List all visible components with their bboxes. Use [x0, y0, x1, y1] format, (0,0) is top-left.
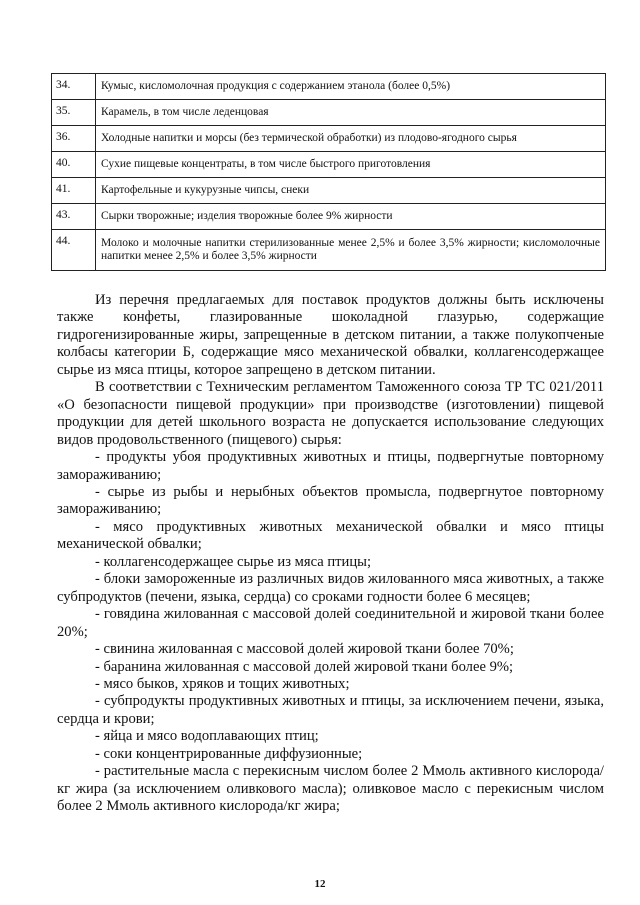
list-item: - баранина жилованная с массовой долей жировой ткани более 9%; — [95, 658, 514, 675]
row-number: 36. — [52, 126, 96, 152]
list-item: - мясо быков, хряков и тощих животных; — [95, 675, 350, 692]
excluded-products-table — [51, 73, 606, 271]
table-row — [52, 230, 606, 271]
table-row — [52, 204, 606, 230]
list-item: - продукты убоя продуктивных животных и птицы, подвергнутые повторному замораживанию; — [57, 449, 604, 483]
list-item: - блоки замороженные из различных видов жилованного мяса животных, а также субпродуктов (печени, языка, сердца) со сроками годности более 6 месяцев; — [57, 571, 604, 605]
list-item: - яйца и мясо водоплавающих птиц; — [95, 728, 319, 745]
paragraph: Из перечня предлагаемых для поставок продуктов должны быть исключены также конфеты, глазированные шоколадной глазурью, содержащие гидрогенизированные жиры, запрещенные в детском питании, а также полукопченые колбасы категории Б, содержащие мясо механической обвалки, коллагенсодержащее сырье из мяса птицы, которое запрещено в детском питании. — [57, 292, 604, 378]
page-number: 12 — [314, 878, 326, 890]
row-number: 44. — [52, 230, 96, 271]
list-item: - мясо продуктивных животных механической обвалки и мясо птицы механической обвалки; — [57, 518, 604, 553]
row-number: 41. — [52, 178, 96, 204]
row-number: 34. — [52, 74, 96, 100]
table-row — [52, 178, 606, 204]
list-item: - свинина жилованная с массовой долей жировой ткани более 70%; — [95, 641, 514, 658]
table-row — [52, 152, 606, 178]
row-text: Карамель, в том числе леденцовая — [96, 100, 606, 126]
list-item: - субпродукты продуктивных животных и птицы, за исключением печени, языка, сердца и крови; — [57, 693, 604, 727]
table-row — [52, 100, 606, 126]
paragraph: В соответствии с Техническим регламентом Таможенного союза ТР ТС 021/2011 «О безопасности пищевой продукции» при производстве (изготовлении) пищевой продукции для детей школьного возраста не допускается использование следующих видов продовольственного (пищевого) сырья: — [57, 379, 604, 448]
list-item: - растительные масла с перекисным числом более 2 Ммоль активного кислорода/кг жира (за исключением оливкового масла); оливковое масло с перекисным числом более 2 Ммоль активного кислорода/кг жира; — [57, 763, 604, 815]
row-number: 35. — [52, 100, 96, 126]
list-item: - говядина жилованная с массовой долей соединительной и жировой ткани более 20%; — [57, 606, 604, 640]
list-item: - коллагенсодержащее сырье из мяса птицы; — [95, 553, 372, 570]
row-text: Холодные напитки и морсы (без термической обработки) из плодово-ягодного сырья — [96, 126, 606, 152]
row-text: Сухие пищевые концентраты, в том числе быстрого приготовления — [96, 152, 606, 178]
document-body — [57, 292, 604, 816]
row-text: Сырки творожные; изделия творожные более 9% жирности — [96, 204, 606, 230]
row-number: 40. — [52, 152, 96, 178]
table-row — [52, 74, 606, 100]
list-item: - соки концентрированные диффузионные; — [95, 745, 363, 762]
row-text: Картофельные и кукурузные чипсы, снеки — [96, 178, 606, 204]
table-row — [52, 126, 606, 152]
row-number: 43. — [52, 204, 96, 230]
list-item: - сырье из рыбы и нерыбных объектов промысла, подвергнутое повторному замораживанию; — [57, 483, 604, 518]
row-text: Кумыс, кисломолочная продукция с содержанием этанола (более 0,5%) — [96, 74, 606, 100]
row-text: Молоко и молочные напитки стерилизованные менее 2,5% и более 3,5% жирности; кисломолочные напитки менее 2,5% и более 3,5% жирности — [96, 230, 606, 271]
